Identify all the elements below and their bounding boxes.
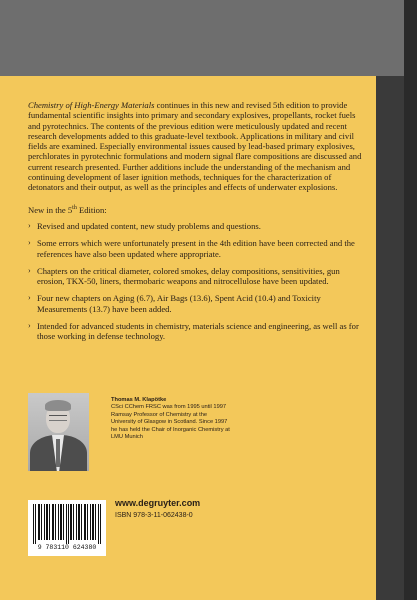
publisher-footer	[28, 487, 368, 597]
publisher-url[interactable]: www.degruyter.com	[115, 498, 201, 508]
book-title-italic: Chemistry of High-Energy Materials	[28, 100, 155, 110]
isbn: ISBN 978-3-11-062438-0	[115, 512, 193, 519]
list-item-text: Revised and updated content, new study problems and questions.	[37, 220, 261, 231]
list-item-text: Chapters on the critical diameter, colored smokes, delay compositions, sensitivities, gun erosion, TKX-50, liners, thermobaric weapons and nitrocellulose have been updated.	[37, 265, 340, 287]
background-grey-top	[0, 0, 404, 76]
author-name: Thomas M. Klapötke	[111, 397, 167, 403]
new-in-list	[28, 221, 362, 342]
bullet-icon: ›	[28, 265, 31, 275]
barcode	[28, 500, 106, 556]
new-in-superscript: th	[72, 204, 77, 211]
barcode-digits: 9 783110 624380	[37, 544, 97, 551]
bullet-icon: ›	[28, 220, 31, 230]
list-item-text: Four new chapters on Aging (6.7), Air Bags (13.6), Spent Acid (10.4) and Toxicity Measurements (13.7) have been added.	[37, 293, 321, 314]
bullet-icon: ›	[28, 321, 31, 331]
back-cover-edge	[376, 76, 404, 600]
author-photo	[28, 393, 89, 471]
barcode-icon	[32, 504, 102, 544]
blurb	[28, 100, 362, 349]
description-text: continues in this new and revised 5th edition to provide fundamental scientific insights into primary and secondary explosives, propellants, rocket fuels and pyrotechnics. The contents of the previous edition were meticulously updated and recent research developments added to this graduate-level textbook. Applications in military and civil fields are examined. Especially environmental issues caused by lead-based primary explosives, perchlorates in pyrotechnic formulations and modern signal flare compositions are discussed and current research presented. Further additions include the understanding of the mechanism and continuing development of laser ignition methods, techniques for the characterization of detonators and their output, as well as the principles and effects of underwater explosions.	[28, 100, 362, 193]
new-in-prefix: New in the 5	[28, 204, 73, 215]
new-in-heading	[28, 205, 362, 215]
author-bio-text: CSci CChem FRSC was from 1995 until 1997 Ramsay Professor of Chemistry at the University of Glasgow in Scotland. Since 1997 he has held the Chair of Inorganic Chemistry at LMU Munich	[111, 404, 230, 441]
list-item	[28, 293, 362, 314]
author-section	[28, 393, 328, 473]
list-item-text: Intended for advanced students in chemistry, materials science and engineering, as well as for those working in defense technology.	[37, 321, 359, 342]
list-item	[28, 238, 362, 259]
list-item	[28, 266, 362, 287]
bullet-icon: ›	[28, 293, 31, 303]
description-paragraph	[28, 100, 362, 193]
list-item	[28, 221, 362, 231]
bullet-icon: ›	[28, 238, 31, 248]
author-bio	[111, 397, 231, 441]
list-item-text: Some errors which were unfortunately present in the 4th edition have been corrected and the references have also been updated where appropriate.	[37, 238, 355, 259]
new-in-suffix: Edition:	[76, 204, 107, 215]
list-item	[28, 321, 362, 342]
